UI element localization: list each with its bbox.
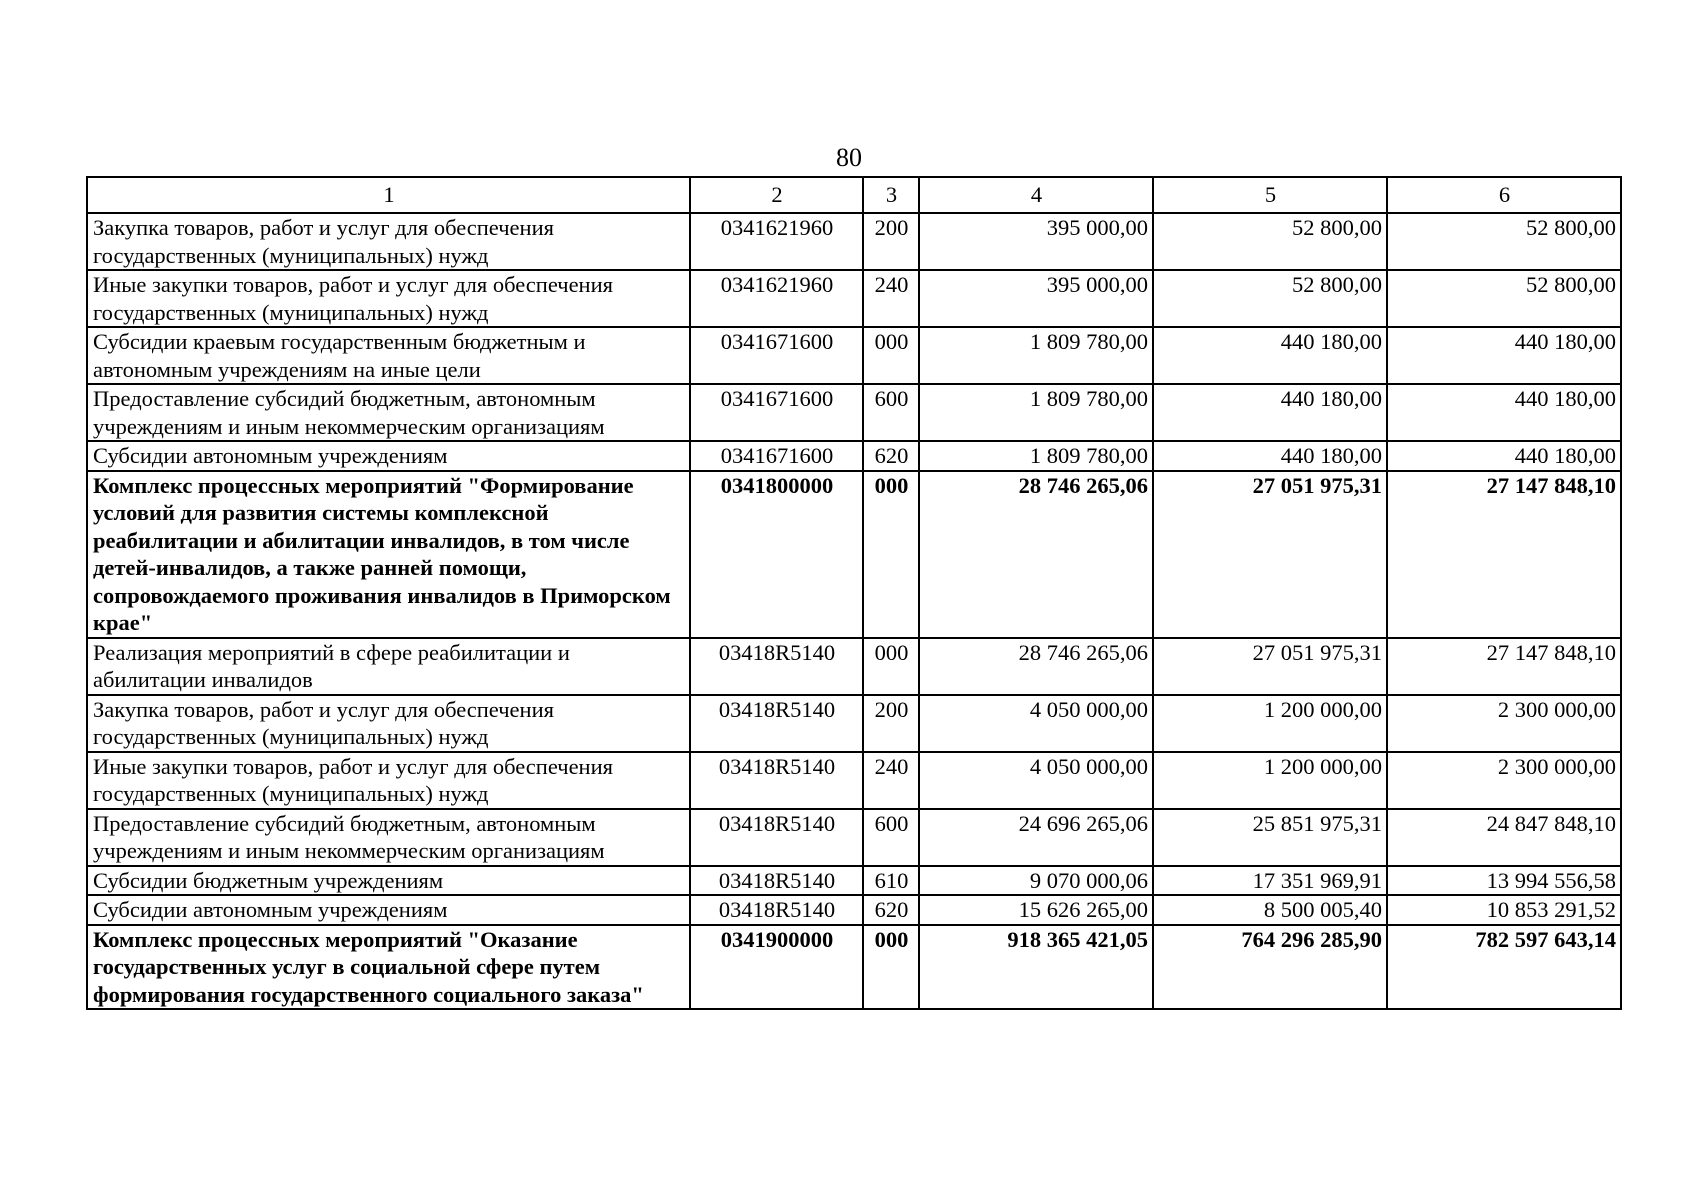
row-amount-col4: 918 365 421,05 (919, 925, 1153, 1010)
row-amount-col6: 52 800,00 (1387, 213, 1621, 270)
row-amount-col4: 1 809 780,00 (919, 384, 1153, 441)
row-amount-col5: 27 051 975,31 (1153, 471, 1387, 638)
table-row (87, 895, 1621, 925)
row-name: Субсидии автономным учреждениям (87, 441, 690, 471)
row-amount-col5: 8 500 005,40 (1153, 895, 1387, 925)
row-amount-col6: 440 180,00 (1387, 384, 1621, 441)
table-row (87, 270, 1621, 327)
row-amount-col5: 27 051 975,31 (1153, 638, 1387, 695)
header-col-5: 5 (1153, 177, 1387, 213)
row-code: 03418R5140 (690, 638, 863, 695)
row-expense-type: 000 (863, 471, 919, 638)
table-row (87, 384, 1621, 441)
header-col-3: 3 (863, 177, 919, 213)
table-row (87, 809, 1621, 866)
row-expense-type: 240 (863, 270, 919, 327)
row-code: 03418R5140 (690, 866, 863, 896)
row-amount-col6: 52 800,00 (1387, 270, 1621, 327)
table-row (87, 441, 1621, 471)
row-expense-type: 620 (863, 441, 919, 471)
row-amount-col4: 28 746 265,06 (919, 471, 1153, 638)
row-amount-col6: 440 180,00 (1387, 441, 1621, 471)
page-number: 80 (836, 143, 862, 172)
row-expense-type: 240 (863, 752, 919, 809)
row-code: 0341800000 (690, 471, 863, 638)
row-name: Субсидии автономным учреждениям (87, 895, 690, 925)
budget-table (86, 176, 1622, 1010)
row-amount-col5: 440 180,00 (1153, 384, 1387, 441)
row-name: Закупка товаров, работ и услуг для обеспечения государственных (муниципальных) нужд (87, 213, 690, 270)
header-col-1: 1 (87, 177, 690, 213)
row-code: 0341621960 (690, 213, 863, 270)
row-code: 03418R5140 (690, 895, 863, 925)
row-name: Субсидии бюджетным учреждениям (87, 866, 690, 896)
header-row (87, 177, 1621, 213)
row-expense-type: 000 (863, 925, 919, 1010)
row-expense-type: 200 (863, 213, 919, 270)
row-amount-col6: 2 300 000,00 (1387, 752, 1621, 809)
row-amount-col6: 13 994 556,58 (1387, 866, 1621, 896)
row-amount-col4: 28 746 265,06 (919, 638, 1153, 695)
table-row (87, 752, 1621, 809)
row-code: 0341671600 (690, 441, 863, 471)
row-amount-col5: 1 200 000,00 (1153, 695, 1387, 752)
row-amount-col6: 2 300 000,00 (1387, 695, 1621, 752)
row-amount-col6: 27 147 848,10 (1387, 471, 1621, 638)
row-amount-col4: 1 809 780,00 (919, 441, 1153, 471)
row-expense-type: 000 (863, 638, 919, 695)
row-amount-col5: 25 851 975,31 (1153, 809, 1387, 866)
row-amount-col6: 440 180,00 (1387, 327, 1621, 384)
row-amount-col4: 4 050 000,00 (919, 752, 1153, 809)
row-amount-col6: 10 853 291,52 (1387, 895, 1621, 925)
row-amount-col6: 24 847 848,10 (1387, 809, 1621, 866)
row-amount-col4: 4 050 000,00 (919, 695, 1153, 752)
table-row (87, 866, 1621, 896)
row-amount-col5: 440 180,00 (1153, 327, 1387, 384)
row-expense-type: 620 (863, 895, 919, 925)
table-row (87, 695, 1621, 752)
row-amount-col4: 395 000,00 (919, 213, 1153, 270)
row-name: Иные закупки товаров, работ и услуг для обеспечения государственных (муниципальных) нужд (87, 752, 690, 809)
table-row (87, 471, 1621, 638)
row-name: Реализация мероприятий в сфере реабилитации и абилитации инвалидов (87, 638, 690, 695)
row-name: Комплекс процессных мероприятий "Формирование условий для развития системы комплексной реабилитации и абилитации инвалидов, в том числе детей-инвалидов, а также ранней помощи, сопровождаемого проживания инвалидов в Приморском крае" (87, 471, 690, 638)
row-expense-type: 600 (863, 809, 919, 866)
row-code: 0341900000 (690, 925, 863, 1010)
row-code: 0341671600 (690, 327, 863, 384)
row-expense-type: 200 (863, 695, 919, 752)
row-expense-type: 600 (863, 384, 919, 441)
table-row (87, 327, 1621, 384)
header-col-6: 6 (1387, 177, 1621, 213)
row-code: 03418R5140 (690, 809, 863, 866)
row-name: Комплекс процессных мероприятий "Оказание государственных услуг в социальной сфере путем формирования государственного социального заказа" (87, 925, 690, 1010)
row-expense-type: 000 (863, 327, 919, 384)
row-name: Закупка товаров, работ и услуг для обеспечения государственных (муниципальных) нужд (87, 695, 690, 752)
header-col-2: 2 (690, 177, 863, 213)
table-row (87, 925, 1621, 1010)
row-amount-col4: 9 070 000,06 (919, 866, 1153, 896)
row-code: 03418R5140 (690, 695, 863, 752)
row-name: Предоставление субсидий бюджетным, автономным учреждениям и иным некоммерческим организациям (87, 384, 690, 441)
row-code: 0341621960 (690, 270, 863, 327)
row-code: 03418R5140 (690, 752, 863, 809)
row-amount-col4: 24 696 265,06 (919, 809, 1153, 866)
row-amount-col4: 1 809 780,00 (919, 327, 1153, 384)
row-amount-col6: 27 147 848,10 (1387, 638, 1621, 695)
row-amount-col4: 15 626 265,00 (919, 895, 1153, 925)
row-amount-col5: 52 800,00 (1153, 270, 1387, 327)
row-name: Субсидии краевым государственным бюджетным и автономным учреждениям на иные цели (87, 327, 690, 384)
row-amount-col5: 764 296 285,90 (1153, 925, 1387, 1010)
row-amount-col5: 1 200 000,00 (1153, 752, 1387, 809)
row-name: Иные закупки товаров, работ и услуг для обеспечения государственных (муниципальных) нужд (87, 270, 690, 327)
row-amount-col6: 782 597 643,14 (1387, 925, 1621, 1010)
header-col-4: 4 (919, 177, 1153, 213)
row-expense-type: 610 (863, 866, 919, 896)
row-amount-col4: 395 000,00 (919, 270, 1153, 327)
row-amount-col5: 52 800,00 (1153, 213, 1387, 270)
table-row (87, 638, 1621, 695)
row-amount-col5: 17 351 969,91 (1153, 866, 1387, 896)
row-amount-col5: 440 180,00 (1153, 441, 1387, 471)
table-row (87, 213, 1621, 270)
row-code: 0341671600 (690, 384, 863, 441)
row-name: Предоставление субсидий бюджетным, автономным учреждениям и иным некоммерческим организациям (87, 809, 690, 866)
